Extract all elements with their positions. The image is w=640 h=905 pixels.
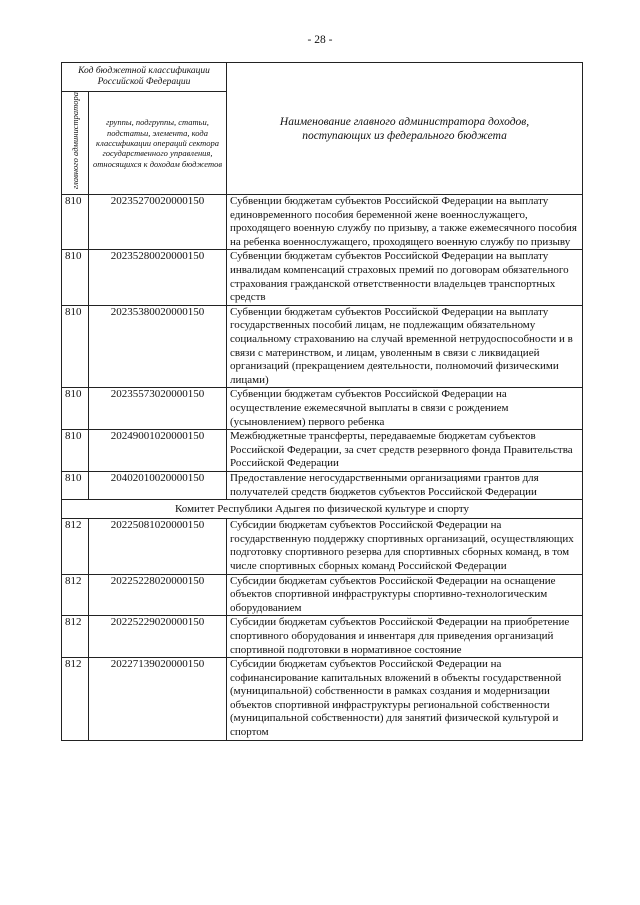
revenue-name-cell: Субсидии бюджетам субъектов Российской Федерации на приобретение спортивного оборудования и инвентаря для приведения организаций спортивной подготовки в нормативное состояние: [227, 616, 583, 658]
revenue-name-cell: Субвенции бюджетам субъектов Российской Федерации на осуществление ежемесячной выплаты в связи с рождением (усыновлением) первого ребенка: [227, 388, 583, 430]
revenue-name-cell: Субсидии бюджетам субъектов Российской Федерации на государственную поддержку спортивных организаций, осуществляющих подготовку спортивного резерва для спортивных сборных команд, в том числе спортивных сборных команд Российской Федерации: [227, 519, 583, 574]
classification-code-cell: 20235380020000150: [89, 305, 227, 388]
admin-code-cell: 810: [62, 388, 89, 430]
header-row-top: [62, 63, 583, 92]
header-codes-column: группы, подгруппы, статьи, подстатьи, элемента, кода классификации операций сектора государственного управления, относящихся к доходам бюджетов: [89, 92, 227, 195]
admin-code-cell: 810: [62, 471, 89, 499]
classification-code-cell: 20235573020000150: [89, 388, 227, 430]
table-row: [62, 574, 583, 616]
admin-code-cell: 810: [62, 195, 89, 250]
classification-code-cell: 20235270020000150: [89, 195, 227, 250]
header-code-group: Код бюджетной классификации Российской Федерации: [62, 63, 227, 92]
admin-code-cell: 812: [62, 616, 89, 658]
revenue-name-cell: Субсидии бюджетам субъектов Российской Федерации на софинансирование капитальных вложений в объекты государственной (муниципальной) собственности в рамках создания и модернизации объектов спортивной инфраструктуры региональной собственности (муниципальной собственности) для занятий физической культурой и спортом: [227, 658, 583, 741]
classification-code-cell: 20225081020000150: [89, 519, 227, 574]
admin-code-cell: 810: [62, 250, 89, 305]
classification-code-cell: 20235280020000150: [89, 250, 227, 305]
table-row: [62, 195, 583, 250]
page-number: - 28 -: [307, 34, 333, 46]
classification-code-cell: 20227139020000150: [89, 658, 227, 741]
table-row: [62, 430, 583, 472]
table-row: [62, 388, 583, 430]
revenue-name-cell: Субвенции бюджетам субъектов Российской Федерации на выплату инвалидам компенсаций страховых премий по договорам обязательного страхования гражданской ответственности владельцев транспортных средств: [227, 250, 583, 305]
classification-code-cell: 20225229020000150: [89, 616, 227, 658]
admin-code-cell: 810: [62, 430, 89, 472]
classification-code-cell: 20402010020000150: [89, 471, 227, 499]
header-admin-label: главного администратора: [70, 92, 80, 190]
table-row: [62, 305, 583, 388]
header-name-column: Наименование главного администратора доходов, поступающих из федерального бюджета: [227, 63, 583, 195]
section-title: Комитет Республики Адыгея по физической культуре и спорту: [62, 500, 583, 519]
classification-code-cell: 20225228020000150: [89, 574, 227, 616]
admin-code-cell: 810: [62, 305, 89, 388]
admin-code-cell: 812: [62, 574, 89, 616]
section-row: [62, 500, 583, 519]
revenue-name-cell: Субвенции бюджетам субъектов Российской Федерации на выплату государственных пособий лицам, не подлежащим обязательному социальному страхованию на случай временной нетрудоспособности и в связи с материнством, и лицам, уволенным в связи с ликвидацией организаций (прекращением деятельности, полномочий физическими лицами): [227, 305, 583, 388]
admin-code-cell: 812: [62, 658, 89, 741]
table-row: [62, 250, 583, 305]
revenue-name-cell: Субвенции бюджетам субъектов Российской Федерации на выплату единовременного пособия беременной жене военнослужащего, проходящего военную службу по призыву, а также ежемесячного пособия на ребенка военнослужащего, проходящего военную службу по призыву: [227, 195, 583, 250]
revenue-name-cell: Межбюджетные трансферты, передаваемые бюджетам субъектов Российской Федерации, за счет средств резервного фонда Правительства Российской Федерации: [227, 430, 583, 472]
revenue-name-cell: Субсидии бюджетам субъектов Российской Федерации на оснащение объектов спортивной инфраструктуры спортивно-технологическим оборудованием: [227, 574, 583, 616]
budget-classification-table: [61, 62, 583, 741]
table-row: [62, 658, 583, 741]
revenue-name-cell: Предоставление негосударственными организациями грантов для получателей средств бюджетов субъектов Российской Федерации: [227, 471, 583, 499]
table-row: [62, 471, 583, 499]
classification-code-cell: 20249001020000150: [89, 430, 227, 472]
admin-code-cell: 812: [62, 519, 89, 574]
table-row: [62, 616, 583, 658]
header-admin-column: [62, 92, 89, 195]
table-row: [62, 519, 583, 574]
